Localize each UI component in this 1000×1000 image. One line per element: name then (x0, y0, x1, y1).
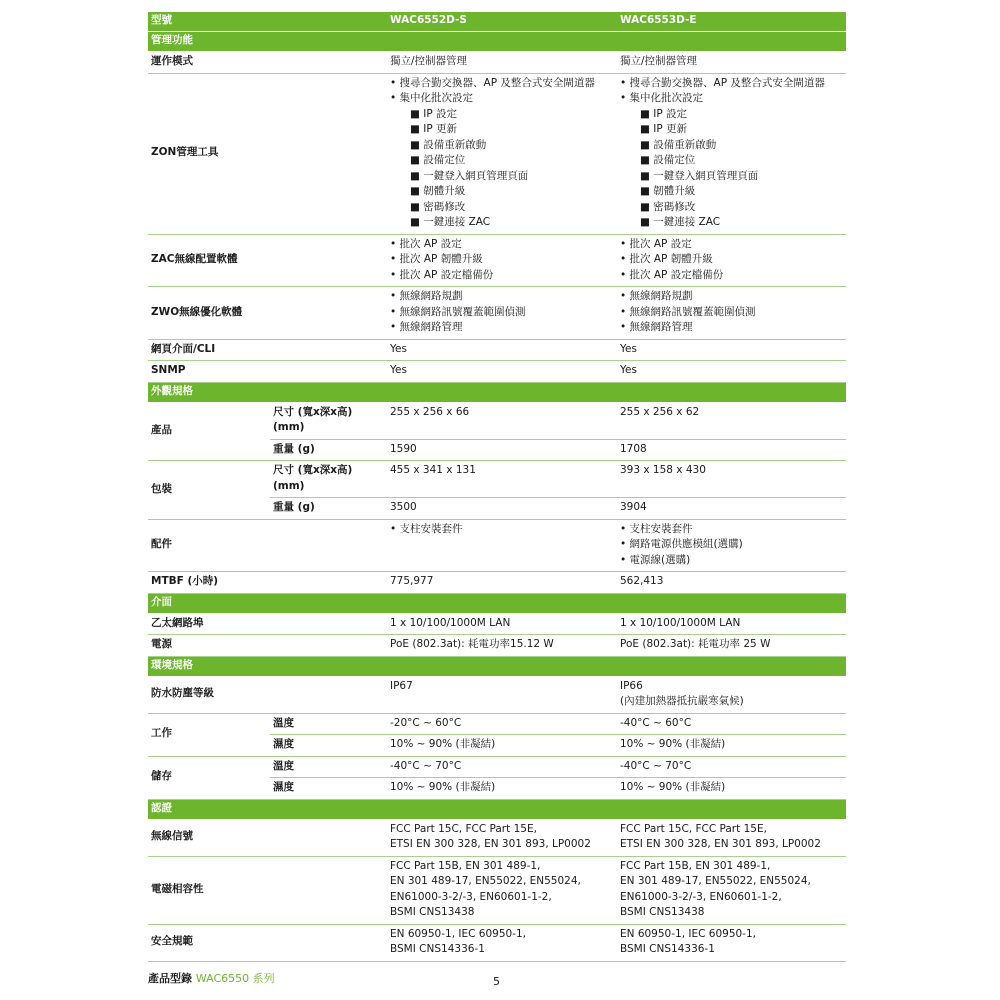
value-wac6552d-s (387, 402, 617, 439)
table-row (148, 52, 846, 74)
value-wac6553d-e (617, 52, 846, 74)
page-number: 5 (493, 975, 500, 988)
sub-label (270, 439, 387, 461)
row-label: 配件 (148, 519, 387, 572)
cell-line: • 無線網路規劃 (390, 290, 463, 302)
cell-line: • 無線網路管理 (620, 321, 693, 333)
cell-line: 獨立/控制器管理 (390, 55, 468, 67)
row-label: ZON管理工具 (148, 73, 387, 234)
cell-line: ■ IP 更新 (640, 123, 688, 135)
row-label: 產品 (148, 402, 270, 461)
cell-line: Yes (390, 342, 407, 355)
section-title: 外觀規格 (148, 382, 846, 402)
value-wac6553d-e (617, 287, 846, 340)
cell-line: 1 x 10/100/1000M LAN (390, 616, 511, 629)
cell-line: 1 x 10/100/1000M LAN (620, 616, 741, 629)
table-row (148, 676, 846, 713)
table-row (148, 234, 846, 287)
cell-line: • 支柱安裝套件 (620, 522, 693, 535)
cell-line: PoE (802.3at): 耗電功率 25 W (620, 638, 771, 650)
value-wac6553d-e (617, 756, 846, 778)
cell-line: 尺寸 (寬x深x高) (273, 464, 353, 476)
cell-line: EN 60950-1, IEC 60950-1, (620, 927, 756, 940)
cell-line: IP66 (620, 679, 643, 692)
cell-line: 重量 (g) (273, 442, 315, 455)
table-row (148, 287, 846, 340)
table-row (148, 519, 846, 572)
cell-line: • 支柱安裝套件 (390, 522, 463, 535)
value-wac6553d-e (617, 856, 846, 924)
cell-line: 562,413 (620, 575, 664, 587)
cell-line: ■ 設備定位 (410, 154, 466, 166)
cell-line: ETSI EN 300 328, EN 301 893, LP0002 (620, 838, 821, 850)
value-wac6553d-e (617, 676, 846, 713)
value-wac6552d-s (387, 713, 617, 735)
cell-line: -20°C ~ 60°C (390, 716, 462, 729)
value-wac6553d-e (617, 439, 846, 461)
cell-line: ■ 設備重新啟動 (410, 138, 487, 151)
table-row (148, 756, 846, 778)
cell-line: Yes (620, 364, 637, 376)
sub-label (270, 778, 387, 800)
cell-line: 10% ~ 90% (非凝結) (620, 738, 726, 750)
footer-series: WAC6550 系列 (195, 972, 275, 985)
sub-label (270, 713, 387, 735)
cell-line: 尺寸 (寬x深x高) (273, 405, 353, 418)
cell-line: ■ IP 設定 (410, 107, 458, 120)
value-wac6553d-e (617, 713, 846, 735)
cell-line (390, 694, 615, 710)
cell-line: Yes (620, 342, 637, 355)
row-label: ZAC無線配置軟體 (148, 234, 387, 287)
table-row (148, 461, 846, 498)
table-row (148, 572, 846, 594)
cell-line: 10% ~ 90% (非凝結) (390, 738, 496, 750)
footer-catalog-label: 產品型錄 (148, 972, 192, 985)
value-wac6553d-e (617, 924, 846, 961)
cell-line: • 無線網路訊號覆蓋範圍偵測 (390, 305, 526, 318)
row-label: ZWO無線優化軟體 (148, 287, 387, 340)
cell-line: 393 x 158 x 430 (620, 464, 706, 476)
header-row (148, 12, 846, 32)
spec-table (148, 12, 846, 962)
sub-label (270, 498, 387, 520)
cell-line: • 批次 AP 設定 (390, 237, 462, 250)
value-wac6552d-s (387, 287, 617, 340)
cell-line: • 批次 AP 設定 (620, 237, 692, 250)
section-header (148, 593, 846, 613)
cell-line: ■ 密碼修改 (640, 200, 696, 213)
row-label: 乙太網路埠 (148, 613, 387, 635)
table-row (148, 361, 846, 383)
cell-line: 775,977 (390, 575, 434, 587)
cell-line: 1708 (620, 442, 647, 455)
value-wac6552d-s (387, 778, 617, 800)
value-wac6553d-e (617, 519, 846, 572)
cell-line: IP67 (390, 679, 413, 692)
cell-line: ■ IP 設定 (640, 107, 688, 120)
value-wac6552d-s (387, 856, 617, 924)
row-label: 包裝 (148, 461, 270, 520)
row-label: 運作模式 (148, 52, 387, 74)
cell-line: FCC Part 15C, FCC Part 15E, (390, 822, 537, 835)
cell-line: (mm) (273, 421, 305, 433)
cell-line: EN 60950-1, IEC 60950-1, (390, 927, 526, 940)
section-title: 認證 (148, 799, 846, 819)
cell-line: ■ 韌體升級 (640, 185, 696, 197)
value-wac6552d-s (387, 234, 617, 287)
cell-line: • 批次 AP 設定檔備份 (390, 268, 494, 281)
row-label: 網頁介面/CLI (148, 339, 387, 361)
cell-line: ■ 密碼修改 (410, 200, 466, 213)
cell-line: • 搜尋合勤交換器、AP 及整合式安全閘道器 (390, 76, 595, 89)
value-wac6553d-e (617, 635, 846, 657)
cell-line: ■ 一鍵連接 ZAC (410, 216, 491, 228)
table-row (148, 73, 846, 234)
row-label: MTBF (小時) (148, 572, 387, 594)
cell-line: 溫度 (273, 716, 294, 729)
value-wac6552d-s (387, 498, 617, 520)
value-wac6553d-e (617, 613, 846, 635)
cell-line: 獨立/控制器管理 (620, 55, 698, 67)
sub-label (270, 735, 387, 757)
section-title: 介面 (148, 593, 846, 613)
value-wac6552d-s (387, 572, 617, 594)
header-model-label: 型號 (148, 12, 387, 32)
cell-line: ■ 一鍵登入網頁管理頁面 (410, 169, 529, 182)
table-row (148, 856, 846, 924)
cell-line: EN61000-3-2/-3, EN60601-1-2, (620, 890, 782, 903)
value-wac6552d-s (387, 756, 617, 778)
section-header (148, 799, 846, 819)
cell-line (390, 537, 615, 553)
cell-line: • 搜尋合勤交換器、AP 及整合式安全閘道器 (620, 76, 825, 89)
cell-line: 255 x 256 x 62 (620, 405, 700, 418)
cell-line: 重量 (g) (273, 501, 315, 513)
cell-line: 255 x 256 x 66 (390, 405, 470, 418)
cell-line: • 電源線(選購) (620, 553, 691, 566)
cell-line: -40°C ~ 60°C (620, 716, 692, 729)
cell-line: Yes (390, 364, 407, 376)
value-wac6552d-s (387, 52, 617, 74)
value-wac6552d-s (387, 635, 617, 657)
cell-line: 濕度 (273, 738, 294, 750)
cell-line: 3904 (620, 501, 647, 513)
value-wac6553d-e (617, 735, 846, 757)
value-wac6552d-s (387, 676, 617, 713)
cell-line: • 集中化批次設定 (620, 92, 704, 104)
cell-line: ■ IP 更新 (410, 123, 458, 135)
cell-line: -40°C ~ 70°C (620, 759, 692, 772)
cell-line: EN 301 489-17, EN55022, EN55024, (620, 875, 811, 887)
cell-line (390, 553, 615, 569)
value-wac6553d-e (617, 73, 846, 234)
cell-line: FCC Part 15C, FCC Part 15E, (620, 822, 767, 835)
cell-line: 1590 (390, 442, 417, 455)
value-wac6552d-s (387, 519, 617, 572)
cell-line: • 批次 AP 韌體升級 (620, 253, 713, 265)
section-title: 管理功能 (148, 32, 846, 52)
section-header (148, 382, 846, 402)
header-model-b: WAC6553D-E (617, 12, 846, 32)
cell-line: • 集中化批次設定 (390, 92, 474, 104)
value-wac6553d-e (617, 361, 846, 383)
section-header (148, 656, 846, 676)
cell-line: PoE (802.3at): 耗電功率15.12 W (390, 638, 554, 650)
cell-line: BSMI CNS14336-1 (620, 943, 715, 955)
value-wac6553d-e (617, 339, 846, 361)
value-wac6553d-e (617, 819, 846, 856)
cell-line: EN 301 489-17, EN55022, EN55024, (390, 875, 581, 887)
cell-line: FCC Part 15B, EN 301 489-1, (390, 859, 541, 872)
cell-line: EN61000-3-2/-3, EN60601-1-2, (390, 890, 552, 903)
value-wac6553d-e (617, 402, 846, 439)
footer-catalog (148, 970, 275, 986)
value-wac6552d-s (387, 735, 617, 757)
cell-line: ETSI EN 300 328, EN 301 893, LP0002 (390, 838, 591, 850)
cell-line: ■ 一鍵連接 ZAC (640, 216, 721, 228)
table-row (148, 819, 846, 856)
row-label: 安全規範 (148, 924, 387, 961)
cell-line: • 批次 AP 韌體升級 (390, 253, 483, 265)
table-row (148, 924, 846, 961)
cell-line: • 無線網路規劃 (620, 290, 693, 302)
cell-line: 3500 (390, 501, 417, 513)
cell-line: ■ 設備定位 (640, 154, 696, 166)
cell-line: ■ 韌體升級 (410, 185, 466, 197)
cell-line: • 無線網路管理 (390, 321, 463, 333)
value-wac6553d-e (617, 498, 846, 520)
value-wac6552d-s (387, 819, 617, 856)
value-wac6553d-e (617, 461, 846, 498)
cell-line: ■ 設備重新啟動 (640, 138, 717, 151)
value-wac6553d-e (617, 234, 846, 287)
value-wac6553d-e (617, 572, 846, 594)
row-label: SNMP (148, 361, 387, 383)
row-label: 電源 (148, 635, 387, 657)
cell-line: 10% ~ 90% (非凝結) (620, 781, 726, 793)
sub-label (270, 402, 387, 439)
row-label: 無線信號 (148, 819, 387, 856)
sub-label (270, 756, 387, 778)
section-title: 環境規格 (148, 656, 846, 676)
value-wac6553d-e (617, 778, 846, 800)
cell-line: BSMI CNS14336-1 (390, 943, 485, 955)
cell-line: BSMI CNS13438 (620, 906, 705, 918)
value-wac6552d-s (387, 613, 617, 635)
value-wac6552d-s (387, 461, 617, 498)
table-row (148, 635, 846, 657)
table-row (148, 613, 846, 635)
value-wac6552d-s (387, 439, 617, 461)
header-model-a: WAC6552D-S (387, 12, 617, 32)
row-label: 儲存 (148, 756, 270, 799)
table-row (148, 339, 846, 361)
table-row (148, 713, 846, 735)
cell-line: • 網路電源供應模組(選購) (620, 538, 743, 550)
cell-line: BSMI CNS13438 (390, 906, 475, 918)
cell-line: ■ 一鍵登入網頁管理頁面 (640, 169, 759, 182)
cell-line: • 批次 AP 設定檔備份 (620, 268, 724, 281)
cell-line: FCC Part 15B, EN 301 489-1, (620, 859, 771, 872)
cell-line: 455 x 341 x 131 (390, 464, 476, 476)
cell-line: -40°C ~ 70°C (390, 759, 462, 772)
row-label: 防水防塵等級 (148, 676, 387, 713)
cell-line: • 無線網路訊號覆蓋範圍偵測 (620, 305, 756, 318)
value-wac6552d-s (387, 361, 617, 383)
table-row (148, 402, 846, 439)
value-wac6552d-s (387, 339, 617, 361)
value-wac6552d-s (387, 924, 617, 961)
cell-line: (mm) (273, 479, 305, 492)
cell-line: 濕度 (273, 781, 294, 793)
row-label: 工作 (148, 713, 270, 756)
sub-label (270, 461, 387, 498)
cell-line: (內建加熱器抵抗嚴寒氣候) (620, 695, 744, 707)
value-wac6552d-s (387, 73, 617, 234)
section-header (148, 32, 846, 52)
cell-line: 10% ~ 90% (非凝結) (390, 781, 496, 793)
row-label: 電磁相容性 (148, 856, 387, 924)
cell-line: 溫度 (273, 759, 294, 772)
